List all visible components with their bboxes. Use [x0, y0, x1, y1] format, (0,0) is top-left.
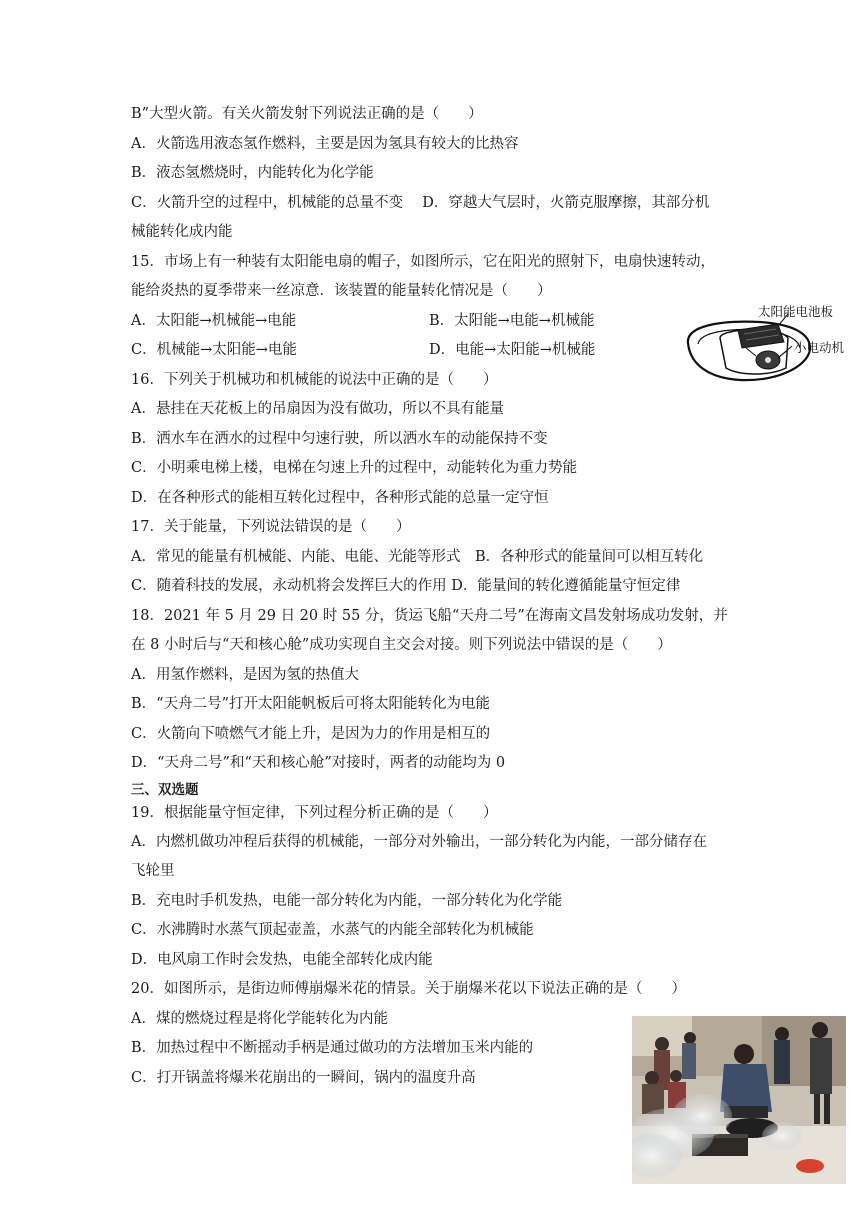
text-line: 在 8 小时后与“天和核心舱”成功实现自主交会对接。则下列说法中错误的是（ ） [131, 637, 672, 653]
solar-panel-label: 太阳能电池板 [758, 304, 834, 319]
text-line: C．水沸腾时水蒸气顶起壶盖，水蒸气的内能全部转化为机械能 [131, 922, 534, 938]
text-line: B．“天舟二号”打开太阳能帆板后可将太阳能转化为电能 [131, 696, 490, 712]
popcorn-vendor-photo [632, 1016, 846, 1184]
text-line: A．煤的燃烧过程是将化学能转化为内能 [131, 1011, 388, 1027]
text-line: A．火箭选用液态氢作燃料，主要是因为氢具有较大的比热容 [131, 136, 519, 152]
text-line: C．打开锅盖将爆米花崩出的一瞬间，锅内的温度升高 [131, 1070, 476, 1086]
option-c: C．机械能→太阳能→电能 [131, 342, 297, 358]
option-b: B．太阳能→电能→机械能 [429, 313, 595, 329]
text-line: C．火箭向下喷燃气才能上升，是因为力的作用是相互的 [131, 726, 491, 742]
text-line: C．小明乘电梯上楼，电梯在匀速上升的过程中，动能转化为重力势能 [131, 460, 578, 476]
text-line: 能给炎热的夏季带来一丝凉意．该装置的能量转化情况是（ ） [131, 283, 552, 299]
text-line: 20．如图所示，是街边师傅崩爆米花的情景。关于崩爆米花以下说法正确的是（ ） [131, 981, 686, 997]
text-line: 械能转化成内能 [131, 224, 233, 240]
text-line: D．在各种形式的能相互转化过程中，各种形式能的总量一定守恒 [131, 490, 549, 506]
text-line: A．悬挂在天花板上的吊扇因为没有做功，所以不具有能量 [131, 401, 504, 417]
text-line: C．随着科技的发展，永动机将会发挥巨大的作用 D．能量间的转化遵循能量守恒定律 [131, 578, 681, 594]
text-line: B”大型火箭。有关火箭发射下列说法正确的是（ ） [131, 106, 483, 122]
text-line: B．液态氢燃烧时，内能转化为化学能 [131, 165, 374, 181]
text-line: C．火箭升空的过程中，机械能的总量不变 D．穿越大气层时，火箭克服摩擦，其部分机 [131, 195, 710, 211]
text-line: B．加热过程中不断摇动手柄是通过做功的方法增加玉米内能的 [131, 1040, 534, 1056]
text-line: 18．2021 年 5 月 29 日 20 时 55 分，货运飞船“天舟二号”在海南文昌发射场成功发射，并 [131, 608, 728, 624]
motor-label: 小电动机 [794, 340, 845, 355]
text-line: A．常见的能量有机械能、内能、电能、光能等形式 B．各种形式的能量间可以相互转化 [131, 549, 704, 565]
option-a: A．太阳能→机械能→电能 [131, 313, 297, 329]
text-line: 17．关于能量，下列说法错误的是（ ） [131, 519, 411, 535]
option-d: D．电能→太阳能→机械能 [429, 342, 596, 358]
text-line: A．用氢作燃料，是因为氢的热值大 [131, 667, 359, 683]
text-line: 飞轮里 [131, 863, 175, 879]
text-line: 15．市场上有一种装有太阳能电扇的帽子，如图所示，它在阳光的照射下，电扇快速转动， [131, 254, 715, 270]
text-line: 16．下列关于机械功和机械能的说法中正确的是（ ） [131, 372, 498, 388]
text-line: B．充电时手机发热，电能一部分转化为内能，一部分转化为化学能 [131, 893, 563, 909]
section-heading: 三、双选题 [131, 782, 199, 798]
text-line: 19．根据能量守恒定律，下列过程分析正确的是（ ） [131, 805, 498, 821]
text-line: A．内燃机做功冲程后获得的机械能，一部分对外输出，一部分转化为内能，一部分储存在 [131, 834, 707, 850]
popcorn-scene-image [632, 1016, 846, 1184]
text-line: D．电风扇工作时会发热，电能全部转化成内能 [131, 952, 433, 968]
solar-hat-figure [680, 298, 855, 388]
text-line: D．“天舟二号”和“天和核心舱”对接时，两者的动能均为 0 [131, 755, 506, 771]
text-line: B．洒水车在洒水的过程中匀速行驶，所以洒水车的动能保持不变 [131, 431, 548, 447]
